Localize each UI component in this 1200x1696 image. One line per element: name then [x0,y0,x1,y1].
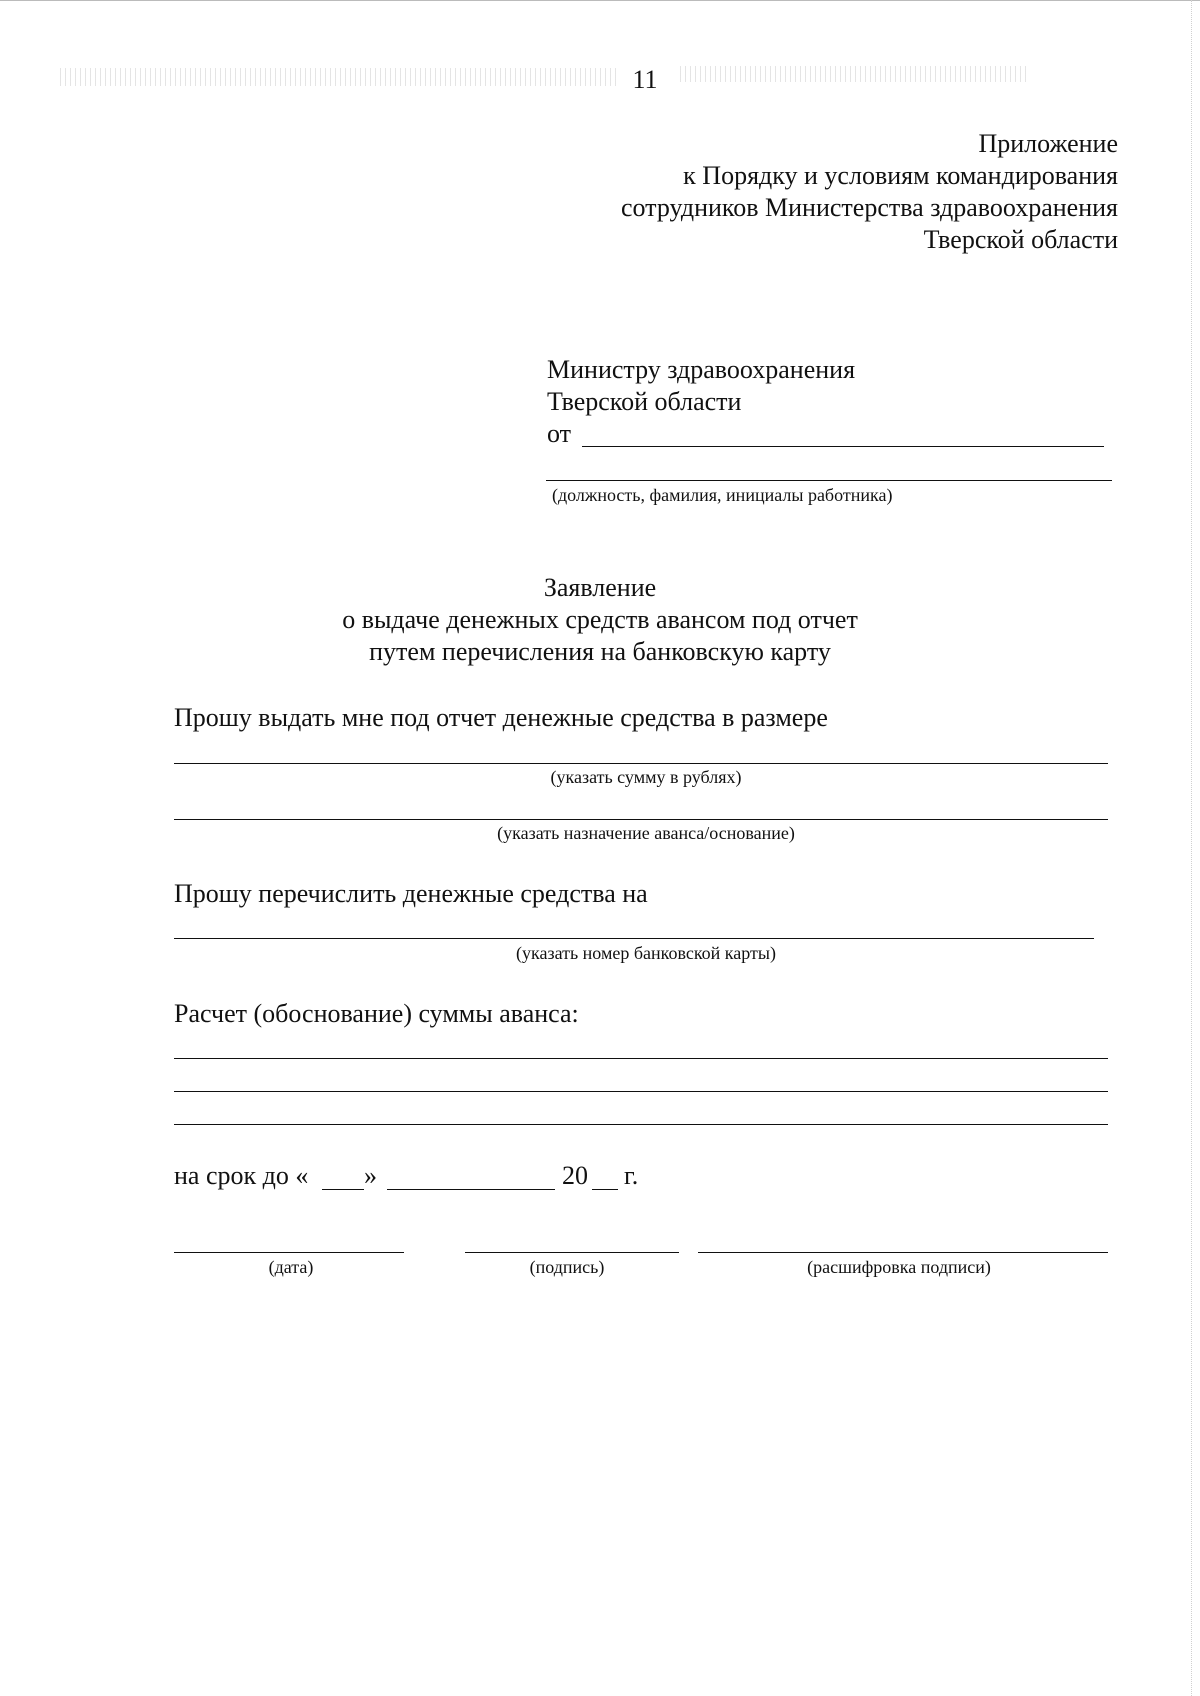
calculation-line-3[interactable] [174,1124,1108,1125]
amount-field-line[interactable] [174,763,1108,764]
calculation-line-1[interactable] [174,1058,1108,1059]
calculation-line-2[interactable] [174,1091,1108,1092]
term-year-suffix: г. [624,1161,639,1190]
scan-noise-left [60,68,620,86]
document-subtitle-line-2: путем перечисления на банковскую карту [369,637,831,666]
document-title: Заявление [543,573,657,602]
term-year-field[interactable] [592,1189,618,1190]
date-field-hint: (дата) [268,1257,314,1277]
page-number: 11 [632,65,658,94]
amount-field-hint: (указать сумму в рублях) [550,767,742,787]
from-field-line[interactable] [582,446,1104,447]
scan-edge-top [0,0,1200,1]
addressee-from-label: от [547,419,572,448]
scan-edge-right [1191,0,1192,1696]
date-field-line[interactable] [174,1252,404,1253]
document-subtitle-line-1: о выдаче денежных средств авансом под отчет [342,605,858,634]
purpose-field-line[interactable] [174,819,1108,820]
signature-field-hint: (подпись) [529,1257,605,1277]
term-prefix: на срок до « [174,1161,309,1190]
decoding-field-line[interactable] [698,1252,1108,1253]
term-month-field[interactable] [387,1189,555,1190]
term-quote-close: » [364,1161,377,1190]
term-day-field[interactable] [322,1189,364,1190]
purpose-field-hint: (указать назначение аванса/основание) [497,823,795,843]
request-amount-text: Прошу выдать мне под отчет денежные средства в размере [174,703,828,732]
signature-field-line[interactable] [465,1252,679,1253]
card-field-line[interactable] [174,938,1094,939]
appendix-line-1: Приложение [978,129,1118,158]
calculation-label: Расчет (обоснование) суммы аванса: [174,999,579,1028]
appendix-line-2: к Порядку и условиям командирования [683,161,1118,190]
request-transfer-text: Прошу перечислить денежные средства на [174,879,648,908]
scan-noise-right [680,66,1030,82]
decoding-field-hint: (расшифровка подписи) [807,1257,991,1277]
from-field-hint: (должность, фамилия, инициалы работника) [552,485,893,505]
from-field-line-2[interactable] [546,480,1112,481]
appendix-line-4: Тверской области [923,225,1118,254]
addressee-line-1: Министру здравоохранения [547,355,856,384]
term-year-prefix: 20 [562,1161,588,1190]
addressee-line-2: Тверской области [547,387,742,416]
appendix-line-3: сотрудников Министерства здравоохранения [620,193,1118,222]
card-field-hint: (указать номер банковской карты) [516,943,776,963]
